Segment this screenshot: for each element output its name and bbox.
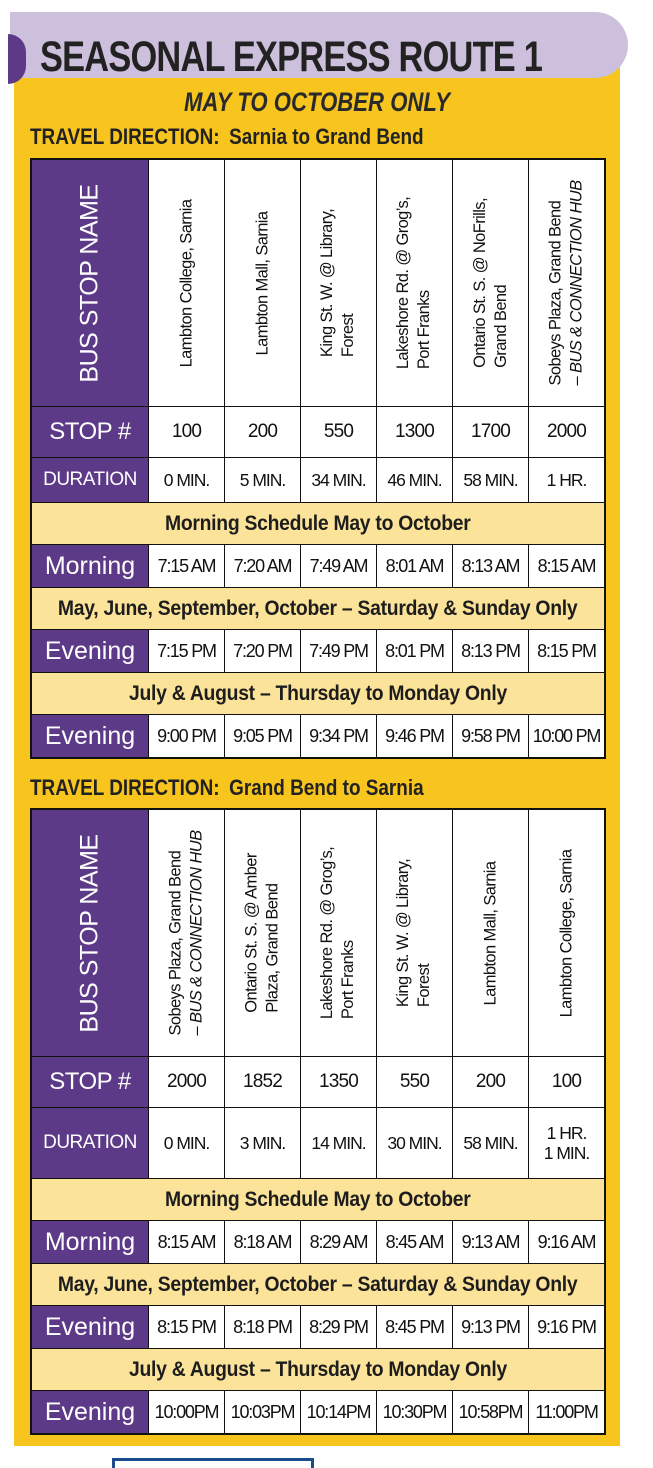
duration-cell: 0 MIN.	[149, 458, 224, 502]
service-period-banner	[32, 588, 604, 629]
departure-time-cell: 9:34 PM	[301, 715, 376, 757]
stop-number-cell: 200	[225, 407, 300, 457]
departure-time-cell: 9:05 PM	[225, 715, 300, 757]
bus-stop-name-label	[32, 160, 148, 406]
departure-time-cell: 9:16 AM	[529, 1221, 604, 1263]
departure-time-cell: 10:14PM	[301, 1391, 376, 1433]
stop-number-label: STOP #	[32, 407, 148, 457]
time-of-day-label: Evening	[32, 715, 148, 757]
stop-name-line: Sobeys Plaza, Grand Bend	[546, 200, 565, 386]
departure-time-cell: 8:15 AM	[149, 1221, 224, 1263]
stop-name-line: Sobeys Plaza, Grand Bend	[166, 850, 185, 1036]
stop-name	[242, 853, 284, 1012]
stop-name-line: Ontario St. S. @ Amber	[242, 853, 261, 1013]
departure-time-cell: 8:13 AM	[453, 545, 528, 587]
departure-time-cell: 8:01 PM	[377, 630, 452, 672]
stop-name	[470, 198, 512, 368]
stop-name-line: Port Franks	[339, 940, 358, 1020]
direction-heading-2	[30, 775, 424, 801]
stop-name	[480, 861, 501, 1005]
duration-cell	[529, 1108, 604, 1178]
stop-number-cell: 1700	[453, 407, 528, 457]
stop-name-line: Forest	[415, 963, 434, 1008]
season-subtitle: MAY TO OCTOBER ONLY	[183, 87, 451, 117]
duration-cell: 30 MIN.	[377, 1108, 452, 1178]
duration-cell: 1 HR.	[529, 458, 604, 502]
stop-name-line: Plaza, Grand Bend	[263, 883, 282, 1013]
service-period-text: July & August – Thursday to Monday Only	[129, 681, 507, 705]
service-period-text: July & August – Thursday to Monday Only	[129, 1357, 507, 1381]
departure-time-cell: 7:15 AM	[149, 545, 224, 587]
stop-number-cell: 100	[529, 1057, 604, 1107]
direction-heading-1	[30, 124, 424, 150]
stop-name-line: Lambton Mall, Sarnia	[253, 211, 272, 355]
stop-name-cell	[149, 810, 224, 1056]
stop-hub-note: – BUS & CONNECTION HUB	[567, 180, 586, 386]
stop-number-cell: 200	[453, 1057, 528, 1107]
stop-name-line: King St. W. @ Library,	[394, 858, 413, 1008]
stop-name	[176, 199, 197, 367]
departure-time-cell: 8:13 PM	[453, 630, 528, 672]
bus-stop-row	[32, 810, 604, 1056]
stop-number-cell: 550	[377, 1057, 452, 1107]
departure-time-cell: 8:15 PM	[529, 630, 604, 672]
service-period-text: Morning Schedule May to October	[165, 1187, 471, 1211]
departure-time-cell: 8:15 AM	[529, 545, 604, 587]
stop-name-cell	[453, 810, 528, 1056]
stop-name-cell	[453, 160, 528, 406]
stop-number-row	[32, 1057, 604, 1107]
stop-name	[166, 831, 208, 1036]
stop-name-line: Port Franks	[415, 290, 434, 370]
bus-stop-row	[32, 160, 604, 406]
schedule-table-grand-bend-to-sarnia	[30, 808, 606, 1435]
stop-name	[394, 197, 436, 369]
direction-prefix: TRAVEL DIRECTION:	[30, 124, 220, 149]
departure-time-cell: 11:00PM	[529, 1391, 604, 1433]
time-of-day-label: Morning	[32, 1221, 148, 1263]
departure-time-cell: 8:29 PM	[301, 1306, 376, 1348]
departure-times-row	[32, 1306, 604, 1348]
stop-number-cell: 100	[149, 407, 224, 457]
departure-time-cell: 9:16 PM	[529, 1306, 604, 1348]
stop-name	[394, 859, 436, 1007]
time-of-day-label: Evening	[32, 1306, 148, 1348]
stop-name	[556, 849, 577, 1017]
stop-name-cell	[529, 160, 604, 406]
stop-name	[252, 211, 273, 355]
departure-time-cell: 10:03PM	[225, 1391, 300, 1433]
stop-name-line: King St. W. @ Library,	[318, 208, 337, 358]
departure-time-cell: 8:45 AM	[377, 1221, 452, 1263]
route-title: SEASONAL EXPRESS ROUTE 1	[40, 33, 543, 81]
departure-time-cell: 9:46 PM	[377, 715, 452, 757]
stop-name	[546, 181, 588, 386]
duration-cell: 14 MIN.	[301, 1108, 376, 1178]
departure-time-cell: 7:49 AM	[301, 545, 376, 587]
bus-stop-name-label	[32, 810, 148, 1056]
departure-time-cell: 10:00PM	[149, 1391, 224, 1433]
stop-name-cell	[225, 810, 300, 1056]
duration-line: 1 MIN.	[543, 1143, 590, 1163]
direction-value: Sarnia to Grand Bend	[229, 124, 424, 149]
stop-name-cell	[301, 810, 376, 1056]
stop-name-cell	[377, 160, 452, 406]
stop-name-line: Lakeshore Rd. @ Grog’s,	[394, 196, 413, 370]
departure-time-cell: 8:29 AM	[301, 1221, 376, 1263]
duration-cell: 0 MIN.	[149, 1108, 224, 1178]
stop-name-cell	[377, 810, 452, 1056]
stop-number-cell: 2000	[149, 1057, 224, 1107]
duration-cell: 58 MIN.	[453, 458, 528, 502]
duration-cell: 3 MIN.	[225, 1108, 300, 1178]
time-of-day-label: Evening	[32, 630, 148, 672]
departure-time-cell: 8:15 PM	[149, 1306, 224, 1348]
departure-time-cell: 8:18 PM	[225, 1306, 300, 1348]
stop-number-label: STOP #	[32, 1057, 148, 1107]
departure-time-cell: 8:18 AM	[225, 1221, 300, 1263]
departure-time-cell: 8:45 PM	[377, 1306, 452, 1348]
title-bar	[10, 12, 628, 81]
service-period-text: May, June, September, October – Saturday & Sunday Only	[58, 1272, 578, 1296]
stop-number-cell: 1300	[377, 407, 452, 457]
departure-time-cell: 7:49 PM	[301, 630, 376, 672]
stop-name-line: Lambton College, Sarnia	[177, 199, 196, 367]
duration-line: 1 HR.	[546, 1123, 587, 1143]
bus-stop-name-text: BUS STOP NAME	[75, 833, 104, 1033]
stop-number-cell: 1852	[225, 1057, 300, 1107]
stop-name-cell	[225, 160, 300, 406]
duration-row	[32, 1108, 604, 1178]
service-period-banner	[32, 1179, 604, 1220]
stop-name-line: Grand Bend	[491, 284, 510, 368]
departure-time-cell: 9:13 PM	[453, 1306, 528, 1348]
direction-value: Grand Bend to Sarnia	[229, 775, 424, 800]
duration-cell: 34 MIN.	[301, 458, 376, 502]
stop-name-line: Lakeshore Rd. @ Grog’s,	[318, 846, 337, 1020]
departure-time-cell: 10:30PM	[377, 1391, 452, 1433]
departure-time-cell: 9:00 PM	[149, 715, 224, 757]
departure-times-row	[32, 715, 604, 757]
stop-number-cell: 2000	[529, 407, 604, 457]
footer-box	[112, 1458, 314, 1468]
duration-label: DURATION	[32, 458, 148, 502]
departure-time-cell: 7:20 AM	[225, 545, 300, 587]
departure-time-cell: 9:13 AM	[453, 1221, 528, 1263]
duration-cell: 5 MIN.	[225, 458, 300, 502]
stop-name-line: Forest	[339, 313, 358, 358]
direction-prefix: TRAVEL DIRECTION:	[30, 775, 220, 800]
service-period-banner	[32, 1349, 604, 1390]
stop-number-row	[32, 407, 604, 457]
schedule-table-sarnia-to-grand-bend	[30, 158, 606, 759]
departure-time-cell: 10:00 PM	[529, 715, 604, 757]
stop-name-line: Lambton Mall, Sarnia	[481, 861, 500, 1005]
duration-cell: 46 MIN.	[377, 458, 452, 502]
time-of-day-label: Evening	[32, 1391, 148, 1433]
departure-times-row	[32, 1221, 604, 1263]
duration-label: DURATION	[32, 1108, 148, 1178]
service-period-banner	[32, 1264, 604, 1305]
duration-row	[32, 458, 604, 502]
service-period-banner	[32, 503, 604, 544]
service-period-banner	[32, 673, 604, 714]
departure-time-cell: 9:58 PM	[453, 715, 528, 757]
departure-time-cell: 10:58PM	[453, 1391, 528, 1433]
stop-number-cell: 550	[301, 407, 376, 457]
stop-name	[318, 847, 360, 1019]
stop-number-cell: 1350	[301, 1057, 376, 1107]
service-period-text: Morning Schedule May to October	[165, 511, 471, 535]
stop-name-line: Ontario St. S. @ NoFrills,	[470, 198, 489, 368]
stop-hub-note: – BUS & CONNECTION HUB	[187, 830, 206, 1036]
stop-name-line: Lambton College, Sarnia	[557, 849, 576, 1017]
departure-times-row	[32, 545, 604, 587]
service-period-text: May, June, September, October – Saturday & Sunday Only	[58, 596, 578, 620]
stop-name-cell	[149, 160, 224, 406]
duration-cell: 58 MIN.	[453, 1108, 528, 1178]
title-accent	[8, 34, 26, 84]
departure-times-row	[32, 630, 604, 672]
stop-name-cell	[301, 160, 376, 406]
stop-name	[318, 209, 360, 357]
departure-time-cell: 7:15 PM	[149, 630, 224, 672]
bus-stop-name-text: BUS STOP NAME	[75, 183, 104, 383]
stop-name-cell	[529, 810, 604, 1056]
departure-time-cell: 8:01 AM	[377, 545, 452, 587]
departure-times-row	[32, 1391, 604, 1433]
time-of-day-label: Morning	[32, 545, 148, 587]
departure-time-cell: 7:20 PM	[225, 630, 300, 672]
